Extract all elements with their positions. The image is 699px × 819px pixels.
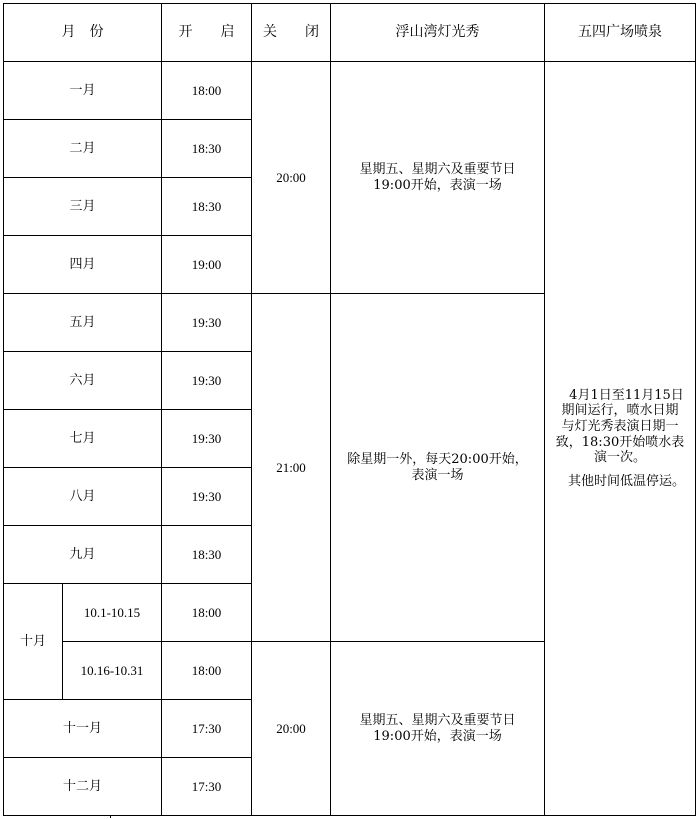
header-light-show: 浮山湾灯光秀 <box>331 4 545 62</box>
light-show-schedule <box>331 642 545 816</box>
open-time-cell: 18:30 <box>162 120 252 178</box>
header-fountain: 五四广场喷泉 <box>545 4 696 62</box>
month-cell: 二月 <box>4 120 162 178</box>
date-range-cell: 10.1-10.15 <box>63 584 162 642</box>
fountain-note: 其他时间低温停运。 <box>567 473 685 489</box>
open-time-cell: 18:00 <box>162 62 252 120</box>
fountain-line: 与灯光秀表演日期一 <box>561 418 679 434</box>
fountain-schedule <box>545 62 696 816</box>
light-show-line: 星期五、星期六及重要节日 <box>359 712 516 728</box>
light-show-line: 19:00开始，表演一场 <box>373 177 502 193</box>
open-time-cell: 19:30 <box>162 468 252 526</box>
open-time-cell: 18:00 <box>162 642 252 700</box>
fountain-line: 致，18:30开始喷水表 <box>555 434 685 450</box>
open-time-cell: 17:30 <box>162 758 252 816</box>
header-close: 关 闭 <box>252 4 331 62</box>
light-show-schedule <box>331 62 545 294</box>
open-time-cell: 19:30 <box>162 352 252 410</box>
footer-rule <box>3 815 695 819</box>
fountain-line: 4月1日至11月15日 <box>569 387 684 403</box>
header-row <box>4 4 696 62</box>
close-time-cell: 20:00 <box>252 642 331 816</box>
month-cell: 九月 <box>4 526 162 584</box>
light-show-line: 星期五、星期六及重要节日 <box>359 161 516 177</box>
fountain-line: 期间运行，喷水日期 <box>561 403 679 419</box>
close-time-cell: 20:00 <box>252 62 331 294</box>
month-cell: 八月 <box>4 468 162 526</box>
open-time-cell: 19:30 <box>162 410 252 468</box>
month-cell: 七月 <box>4 410 162 468</box>
table-row <box>4 62 696 120</box>
month-cell: 一月 <box>4 62 162 120</box>
month-cell: 三月 <box>4 178 162 236</box>
light-show-line: 表演一场 <box>411 467 464 483</box>
open-time-cell: 18:30 <box>162 178 252 236</box>
month-cell: 四月 <box>4 236 162 294</box>
month-cell: 十月 <box>4 584 63 700</box>
date-range-cell: 10.16-10.31 <box>63 642 162 700</box>
schedule-table <box>3 3 696 816</box>
header-open: 开 启 <box>162 4 252 62</box>
open-time-cell: 18:00 <box>162 584 252 642</box>
light-show-schedule <box>331 294 545 642</box>
open-time-cell: 18:30 <box>162 526 252 584</box>
month-cell: 十一月 <box>4 700 162 758</box>
light-show-line: 19:00开始，表演一场 <box>373 728 502 744</box>
open-time-cell: 19:00 <box>162 236 252 294</box>
light-show-line: 除星期一外，每天20:00开始， <box>347 451 528 467</box>
header-month: 月 份 <box>4 4 162 62</box>
month-cell: 十二月 <box>4 758 162 816</box>
fountain-line: 演一次。 <box>593 450 646 466</box>
open-time-cell: 19:30 <box>162 294 252 352</box>
month-cell: 五月 <box>4 294 162 352</box>
open-time-cell: 17:30 <box>162 700 252 758</box>
month-cell: 六月 <box>4 352 162 410</box>
close-time-cell: 21:00 <box>252 294 331 642</box>
